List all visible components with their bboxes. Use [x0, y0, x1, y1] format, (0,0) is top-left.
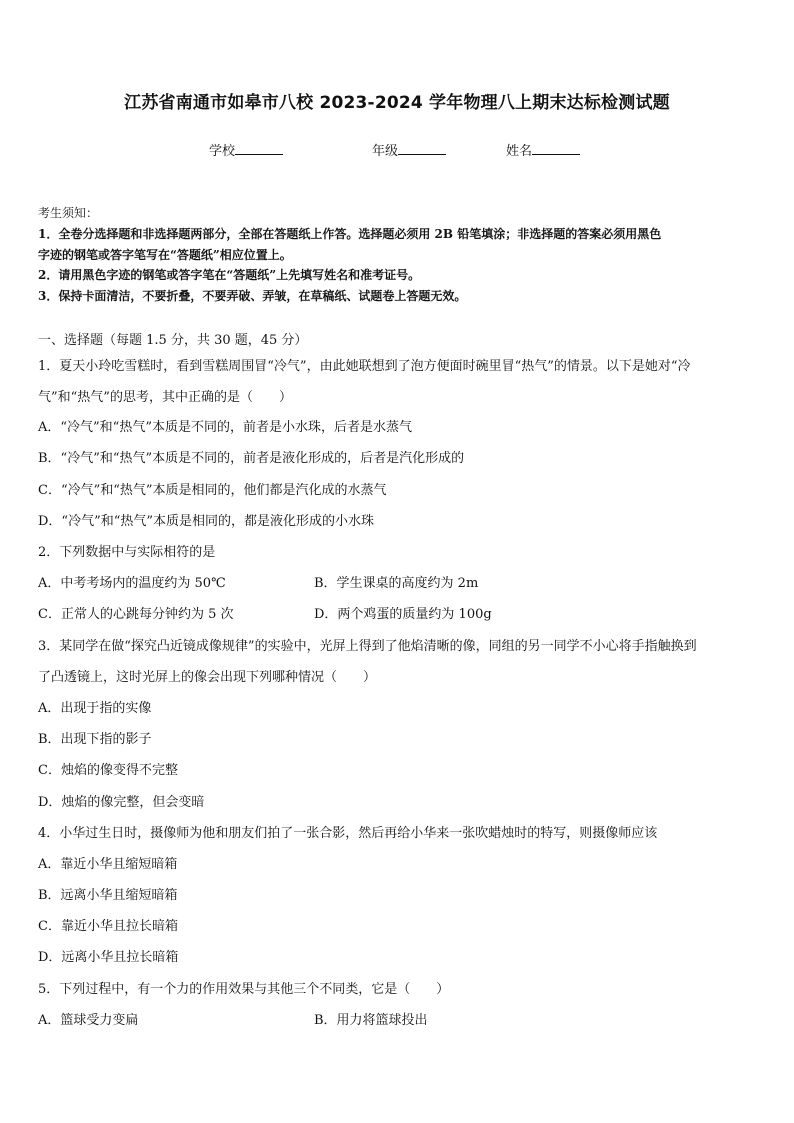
name-label: 姓名 — [506, 144, 533, 159]
name-blank[interactable] — [532, 142, 580, 155]
q3-stem-line1: 3．某同学在做“探究凸近镜成像规律”的实验中，光屏上得到了他焰清晰的像，同组的另一同学不小心将手指触换到 — [38, 639, 697, 654]
name-field — [506, 140, 580, 159]
notice-item: 3．保持卡面清洁，不要折叠，不要弄破、弄皱，在草稿纸、试题卷上答题无效。 — [38, 289, 467, 303]
q5-stem: 5．下列过程中，有一个力的作用效果与其他三个不同类，它是（ ） — [38, 982, 450, 997]
grade-blank[interactable] — [398, 142, 446, 155]
q3-option-b: B．出现下指的影子 — [38, 732, 152, 747]
q1-option-d: D．“冷气”和“热气”本质是相同的，都是液化形成的小水珠 — [38, 514, 375, 529]
notice-item: 字迹的钢笔或答字笔写在“答题纸”相应位置上。 — [38, 248, 292, 262]
q2-stem: 2．下列数据中与实际相符的是 — [38, 545, 216, 560]
q1-option-a: A．“冷气”和“热气”本质是不同的，前者是小水珠，后者是水蒸气 — [38, 420, 412, 435]
q2-option-c: C．正常人的心跳每分钟约为 5 次 — [38, 607, 234, 622]
q1-option-b: B．“冷气”和“热气”本质是不同的，前者是液化形成的，后者是汽化形成的 — [38, 451, 465, 466]
q2-option-b: B．学生课桌的高度约为 2m — [314, 576, 479, 591]
q4-stem: 4．小华过生日时，摄像师为他和朋友们拍了一张合影，然后再给小华来一张吹蜡烛时的特写，则摄像师应该 — [38, 826, 658, 841]
q4-option-c: C．靠近小华且拉长暗箱 — [38, 919, 178, 934]
grade-field — [372, 140, 446, 159]
q3-option-c: C．烛焰的像变得不完整 — [38, 763, 178, 778]
notice-item: 1．全卷分选择题和非选择题两部分，全部在答题纸上作答。选择题必须用 2B 铅笔填涂；非选择题的答案必须用黑色 — [38, 227, 662, 241]
q3-option-d: D．烛焰的像完整，但会变暗 — [38, 795, 205, 810]
q5-option-b: B．用力将篮球投出 — [314, 1013, 428, 1028]
school-label: 学校 — [209, 144, 236, 159]
school-field — [209, 140, 283, 159]
q3-option-a: A．出现于指的实像 — [38, 701, 152, 716]
q3-stem-line2: 了凸透镜上，这时光屏上的像会出现下列哪种情况（ ） — [38, 670, 377, 685]
q4-option-b: B．远离小华且缩短暗箱 — [38, 888, 178, 903]
q5-option-a: A．篮球受力变扁 — [38, 1013, 139, 1028]
school-blank[interactable] — [235, 142, 283, 155]
q1-stem-line2: 气”和“热气”的思考，其中正确的是（ ） — [38, 390, 292, 405]
q1-stem-line1: 1．夏天小玲吃雪糕时，看到雪糕周围冒“冷气”，由此她联想到了泡方便面时碗里冒“热气”的情景。以下是她对“冷 — [38, 359, 691, 374]
section-heading: 一、选择题（每题 1.5 分，共 30 题，45 分） — [38, 333, 308, 348]
q2-option-d: D．两个鸡蛋的质量约为 100g — [314, 607, 492, 622]
q4-option-a: A．靠近小华且缩短暗箱 — [38, 857, 178, 872]
notice-heading: 考生须知： — [38, 206, 99, 220]
q1-option-c: C．“冷气”和“热气”本质是相同的，他们都是汽化成的水蒸气 — [38, 483, 387, 498]
notice-item: 2．请用黑色字迹的钢笔或答字笔在“答题纸”上先填写姓名和准考证号。 — [38, 268, 421, 282]
q4-option-d: D．远离小华且拉长暗箱 — [38, 950, 179, 965]
q2-option-a: A．中考考场内的温度约为 50℃ — [38, 576, 226, 591]
grade-label: 年级 — [372, 144, 399, 159]
exam-title: 江苏省南通市如皋市八校 2023-2024 学年物理八上期末达标检测试题 — [124, 93, 670, 113]
